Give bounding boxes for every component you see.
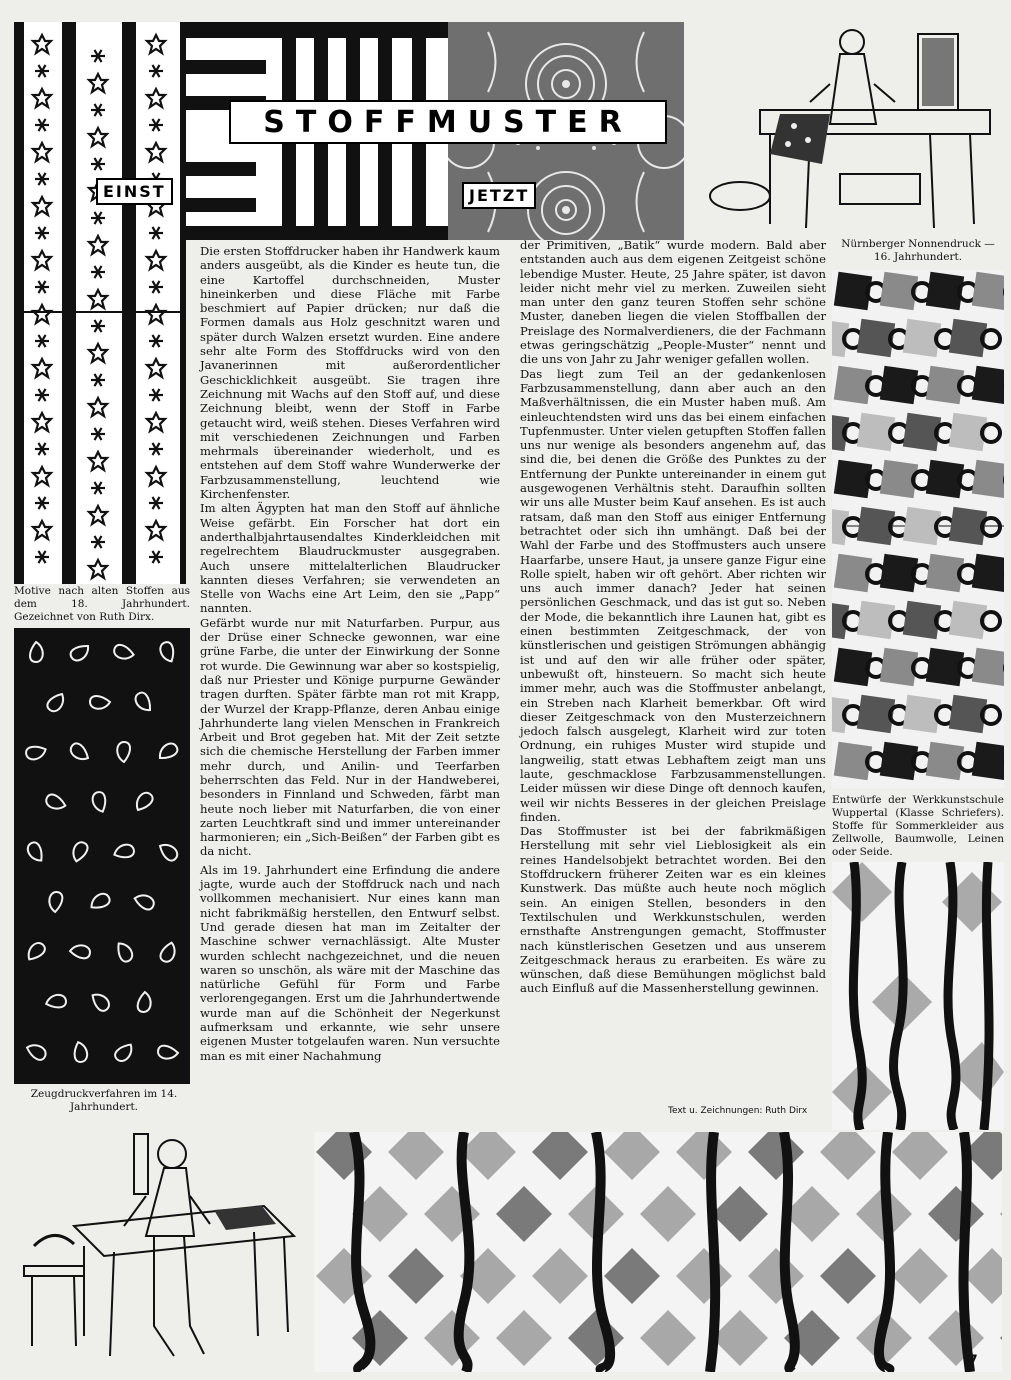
caption-nonnendruck: Nürnberger Nonnendruck — 16. Jahrhundert. (841, 238, 995, 263)
article-column-2 (520, 238, 826, 996)
label-now: JETZT (462, 182, 536, 209)
paisley-fabric-pattern (14, 628, 190, 1084)
paragraph: Im alten Ägypten hat man den Stoff auf ähnliche Weise gefärbt. Ein Forscher hat dort ein anderthalbjahrtausendaltes Kinderkleidchen mit regelrechtem Blaudruckmuster ausgegraben. Auch unsere mittelalterlichen Blaudrucker kannten dieses Verfahren; sie verwendeten an Stelle von Wachs eine Art Leim, den sie „Papp“ nannten. (200, 501, 500, 616)
page-number: 7 (968, 1353, 978, 1369)
paragraph: Das Stoffmuster ist bei der fabrikmäßigen Herstellung mit sehr viel Lieblosigkeit als ein reines Handelsobjekt betrachtet worden. Bei den Stoffdruckern früherer Zeiten war es ein kleines Kunstwerk. Das müßte auch heute noch möglich sein. An einigen Stellen, besonders in den Textilschulen und Werkkunstschulen, werden ernsthafte Anstrengungen gemacht, Stoffmuster nach künstlerischen Gesetzen und aus unserem Zeitgeschmack heraus zu erarbeiten. Es wäre zu wünschen, daß diese Bemühungen möglichst bald auch Einfluß auf die Massenherstellung gewinnen. (520, 824, 826, 996)
article-column-1 (200, 244, 500, 1063)
page-title: STOFFMUSTER (229, 100, 667, 144)
star-motif-fabric-pattern (14, 22, 186, 584)
label-then: EINST (96, 178, 173, 205)
ribbon-fabric-pattern-right (832, 862, 1004, 1130)
zeugdruck-illustration (14, 1126, 310, 1370)
nonnendruck-illustration (690, 14, 1000, 236)
paragraph: Die ersten Stoffdrucker haben ihr Handwerk kaum anders ausgeübt, als die Kinder es heute tun, die eine Kartoffel durchschneiden, Muster hineinkerben und diese Fläche mit Farbe beschmiert auf Papier drücken; nur daß die Formen damals aus Holz geschnitzt waren und später durch Walzen ersetzt wurden. Eine andere sehr alte Form des Stoffdrucks wird von den Javanerinnen mit außerordentlicher Geschicklichkeit ausgeübt. Sie tragen ihre Zeichnung mit Wachs auf den Stoff auf, und diese Zeichnung bleibt, wenn der Stoff in Farbe getaucht wird, weiß stehen. Dieses Verfahren wird mit verschiedenen Zeichnungen und Farben mehrmals übereinander wiederholt, und es entstehen auf dem Stoff wahre Wunderwerke der Farbzusammenstellung, leuchtend wie Kirchenfenster. (200, 244, 500, 502)
author-credit: Text u. Zeichnungen: Ruth Dirx (668, 1106, 808, 1116)
paragraph: Als im 19. Jahrhundert eine Erfindung die andere jagte, wurde auch der Stoffdruck nach und nach vollkommen mechanisiert. Nur eines kann man nicht fabrikmäßig herstellen, den Entwurf selbst. Und gerade diesen hat man im Zeitalter der Maschine schwer vernachlässigt. Alte Muster wurden schlecht nachgezeichnet, und die neuen waren so unschön, als wäre mit der Maschine das natürliche Gefühl für Form und Farbe verlorengegangen. Erst um die Jahrhundertwende wurde man auf die Schönheit der Negerkunst aufmerksam und erkannte, wie sehr unsere eigenen Muster totgelaufen waren. Nun versuchte man es mit einer Nachahmung (200, 862, 500, 1063)
caption-zeugdruck: Zeugdruckverfahren im 14. Jahrhundert. (30, 1088, 178, 1113)
paragraph: der Primitiven, „Batik“ wurde modern. Bald aber entstanden auch aus dem eigenen Zeitgeist schöne lebendige Muster. Heute, 25 Jahre später, ist davon leider nicht mehr viel zu merken. Zuweilen sieht man unter den ganz teuren Stoffen sehr schöne Muster, daneben liegen die vielen Stoffballen der Preislage des Normalverdieners, die der Fachmann etwas geringschätzig „People-Muster“ nennt und die uns von Jahr zu Jahr weniger gefallen wollen. (520, 238, 826, 367)
paragraph: Das liegt zum Teil an der gedankenlosen Farbzusammenstellung, dann aber auch an den Maßverhältnissen, die ein Muster haben muß. Am einleuchtendsten wird uns das bei einem einfachen Tupfenmuster. Unter vielen getupften Stoffen fallen uns nur wenige als besonders angenehm auf, das sind die, bei denen die Größe des Punktes zu der Entfernung der Punkte untereinander in einem gut ausgewogenen Verhältnis steht. Daraufhin sollten wir uns alle Muster beim Kauf ansehen. Es ist auch ratsam, daß man den Stoff aus einiger Entfernung betrachtet oder sich ihn umhängt. Daß bei der Wahl der Farbe und des Stoffmusters auch unsere Haarfarbe, unsere Haut, ja unsere ganze Figur eine Rolle spielt, haben wir oft gehört. Aber richten wir uns auch immer danach? Jeder hat seinen persönlichen Geschmack, und das ist gut so. Neben der Mode, die bekanntlich ihre Launen hat, gibt es einen bestimmten Zeitgeschmack, der von künstlerischen und geistigen Strömungen abhängig ist und auf den wir alle früher oder später, unbewußt oft, hinsteuern. So macht sich heute immer mehr, auch was die Stoffmuster anbelangt, ein Streben nach Klarheit bemerkbar. Oft wird dieser Zeitgeschmack von den Musterzeichnern jedoch falsch ausgelegt, Klarheit wird zur toten Ordnung, ein ruhiges Muster wird stupide und langweilig, statt etwas Lebhaftem zeigt man uns laute, geschmacklose Farbzusammenstellungen. Leider müssen wir diese Dinge oft dennoch kaufen, weil wir nichts Besseres in der gleichen Preislage finden. (520, 366, 826, 824)
paragraph: Gefärbt wurde nur mit Naturfarben. Purpur, aus der Drüse einer Schnecke gewonnen, war eine grüne Farbe, die unter der Einwirkung der Sonne rot wurde. Die Gewinnung war aber so kostspielig, daß nur Priester und Könige purpurne Gewänder tragen durften. Später färbte man rot mit Krapp, der Wurzel der Krapp-Pflanze, deren Anbau einige Jahrhunderte lang vielen Menschen in Frankreich Arbeit und Brot gegeben hat. Mit der Zeit setzte sich die chemische Herstellung der Farben immer mehr durch, und Anilin- und Teerfarben beherrschten das Feld. Nur in der Handweberei, besonders in Finnland und Schweden, färbt man heute noch lieber mit Naturfarben, die von einer zarten Leuchtkraft sind und immer untereinander harmonieren; ein „Sich-Beißen“ der Farben gibt es da nicht. (200, 615, 500, 859)
caption-motive: Motive nach alten Stoffen aus dem 18. Jahrhundert. Gezeichnet von Ruth Dirx. (14, 585, 190, 623)
ring-diamond-fabric-pattern (832, 270, 1004, 788)
ribbon-fabric-pattern-bottom (314, 1132, 1002, 1372)
caption-entwuerfe: Entwürfe der Werkkunstschule Wuppertal (Klasse Schriefers). Stoffe für Sommerkleider aus Zellwolle, Baumwolle, Leinen oder Seide. (832, 794, 1004, 858)
